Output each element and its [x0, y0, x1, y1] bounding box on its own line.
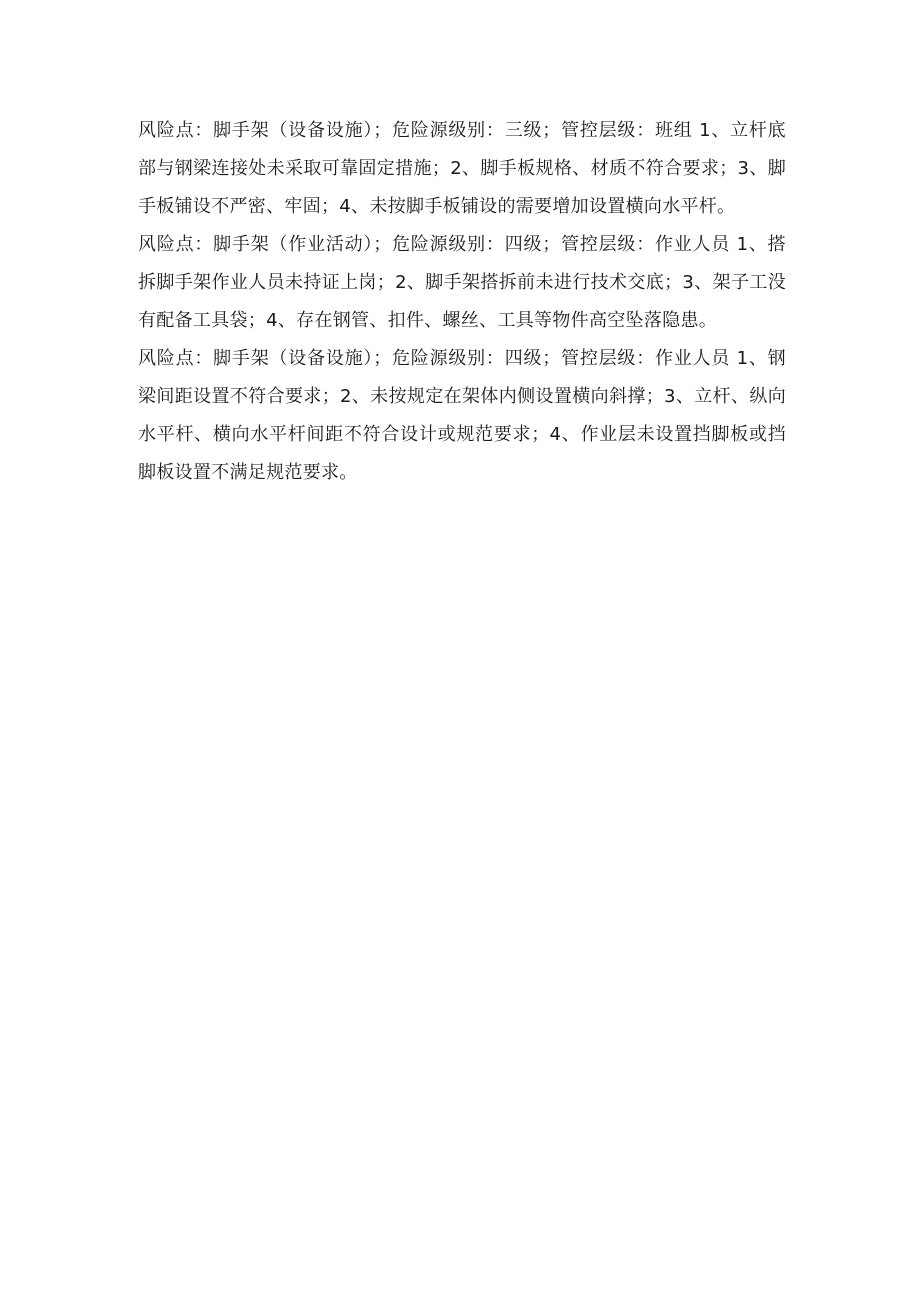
document-body: [138, 112, 786, 492]
risk-paragraph-1: 风险点：脚手架（设备设施）；危险源级别：三级；管控层级：班组 1、立杆底部与钢梁连接处未采取可靠固定措施；2、脚手板规格、材质不符合要求；3、脚手板铺设不严密、牢固；4、未按脚手板铺设的需要增加设置横向水平杆。: [138, 120, 786, 217]
risk-paragraph-2: 风险点：脚手架（作业活动）；危险源级别：四级；管控层级：作业人员 1、搭拆脚手架作业人员未持证上岗；2、脚手架搭拆前未进行技术交底；3、架子工没有配备工具袋；4、存在钢管、扣件、螺丝、工具等物件高空坠落隐患。: [138, 234, 786, 331]
risk-paragraph-3: 风险点：脚手架（设备设施）；危险源级别：四级；管控层级：作业人员 1、钢梁间距设置不符合要求；2、未按规定在架体内侧设置横向斜撑；3、立杆、纵向水平杆、横向水平杆间距不符合设计或规范要求；4、作业层未设置挡脚板或挡脚板设置不满足规范要求。: [138, 348, 786, 483]
